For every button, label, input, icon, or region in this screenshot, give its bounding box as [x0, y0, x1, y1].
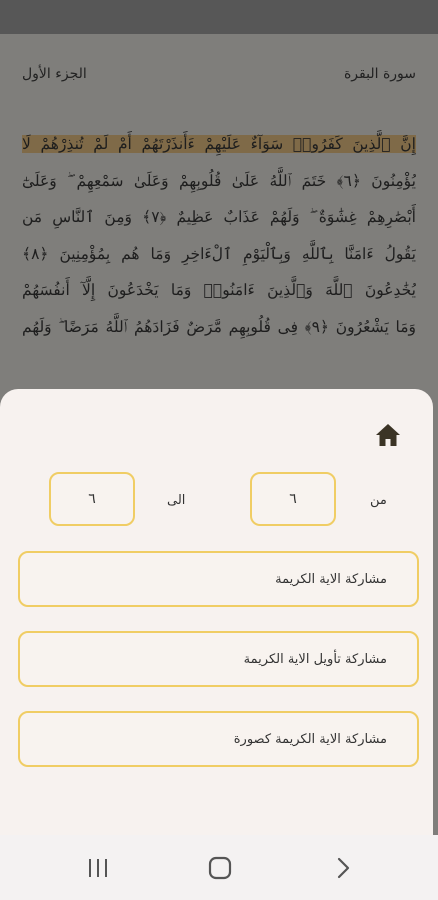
quran-line-text: أَبْصَٰرِهِمْ غِشَٰوَةٌ ۖ وَلَهُمْ عَذَابٌ عَظِيمٌ ﴿٧﴾ وَمِنَ ٱلنَّاسِ مَن — [22, 208, 416, 226]
home-nav-button[interactable] — [180, 835, 260, 900]
status-bar — [0, 0, 438, 34]
back-chevron-icon — [333, 856, 353, 880]
share-image-label: مشاركة الاية الكريمة كصورة — [233, 731, 387, 747]
quran-line[interactable] — [22, 236, 416, 273]
quran-line-text: وَمَا يَشْعُرُونَ ﴿٩﴾ فِى قُلُوبِهِم مَّرَضٌ فَزَادَهُمُ ٱللَّهُ مَرَضًا ۖ وَلَهُم — [22, 317, 416, 336]
from-label: من — [370, 493, 387, 508]
quran-line-text: يَقُولُ ءَامَنَّا بِٱللَّهِ وَبِٱلْيَوْمِ ٱلْءَاخِرِ وَمَا هُم بِمُؤْمِنِينَ ﴿٨﴾ — [22, 244, 416, 263]
quran-line[interactable] — [22, 163, 416, 200]
quran-line[interactable] — [22, 199, 416, 236]
share-bottom-sheet — [0, 389, 433, 835]
share-ayah-label: مشاركة الاية الكريمة — [275, 571, 387, 587]
page-header — [22, 66, 416, 86]
share-image-button[interactable] — [18, 711, 419, 767]
quran-line-text: يُؤْمِنُونَ ﴿٦﴾ خَتَمَ ٱللَّهُ عَلَىٰ قُلُوبِهِمْ وَعَلَىٰ سَمْعِهِمْ ۖ وَعَلَىٰٓ — [22, 171, 416, 190]
share-ayah-button[interactable] — [18, 551, 419, 607]
quran-line[interactable] — [22, 309, 416, 346]
system-nav-bar — [0, 835, 438, 900]
highlighted-ayah[interactable]: إِنَّ ٱلَّذِينَ كَفَرُوا۟ سَوَآءٌ عَلَيْهِمْ ءَأَنذَرْتَهُمْ أَمْ لَمْ تُنذِرْهُمْ لَا — [22, 135, 416, 153]
from-ayah-input[interactable]: ٦ — [250, 472, 336, 526]
home-circle-icon — [207, 855, 233, 881]
share-tafsir-label: مشاركة تأويل الاية الكريمة — [243, 651, 387, 667]
to-label: الى — [167, 493, 186, 508]
recent-apps-icon — [86, 857, 110, 879]
to-ayah-input[interactable]: ٦ — [49, 472, 135, 526]
quran-line[interactable] — [22, 272, 416, 309]
quran-text — [22, 126, 416, 345]
quran-line-text: يُخَٰدِعُونَ ٱللَّهَ وَٱلَّذِينَ ءَامَنُوا۟ وَمَا يَخْدَعُونَ إِلَّآ أَنفُسَهُمْ — [22, 281, 416, 299]
quran-line[interactable] — [22, 126, 416, 163]
home-icon — [374, 422, 402, 448]
home-button[interactable] — [374, 422, 402, 448]
recent-apps-button[interactable] — [58, 835, 138, 900]
back-nav-button[interactable] — [303, 835, 383, 900]
surah-name: سورة البقرة — [343, 66, 416, 82]
share-tafsir-button[interactable] — [18, 631, 419, 687]
juz-name: الجزء الأول — [22, 66, 87, 82]
